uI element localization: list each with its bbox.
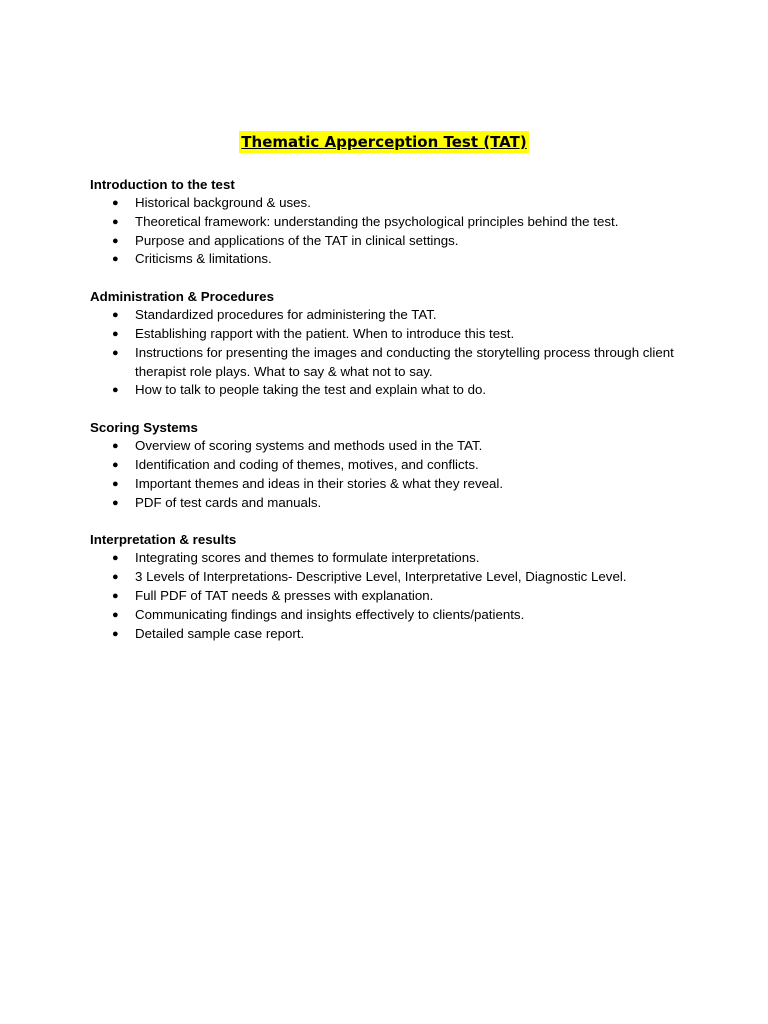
section: [90, 418, 690, 512]
list-item: [90, 381, 690, 400]
section: [90, 530, 690, 643]
bullet-icon: ●: [112, 440, 119, 453]
section-heading: Administration & Procedures: [90, 289, 274, 305]
section-heading: Introduction to the test: [90, 177, 235, 192]
list-item-text: Standardized procedures for administering the TAT.: [135, 307, 437, 323]
list-item: [90, 232, 690, 251]
list-item-text: Criticisms & limitations.: [135, 251, 272, 267]
list-item: [90, 475, 690, 494]
list-item-text: Historical background & uses.: [135, 195, 311, 210]
list-item-text: Identification and coding of themes, motives, and conflicts.: [135, 456, 479, 472]
section: [90, 287, 690, 400]
list-item: [90, 213, 690, 232]
list-item-text: Detailed sample case report.: [135, 625, 305, 641]
list-item-text: How to talk to people taking the test and explain what to do.: [135, 382, 487, 398]
bullet-icon: ●: [112, 477, 119, 490]
list-item: [90, 456, 690, 475]
bullet-icon: ●: [112, 346, 119, 359]
list-item: [90, 344, 690, 382]
bullet-list: [90, 437, 690, 512]
list-item: [90, 587, 690, 606]
bullet-icon: ●: [112, 627, 119, 640]
list-item: [90, 194, 690, 213]
bullet-list: [90, 194, 690, 269]
bullet-icon: ●: [112, 215, 119, 228]
list-item-text: PDF of test cards and manuals.: [135, 494, 322, 510]
bullet-icon: ●: [112, 384, 119, 397]
list-item: [90, 606, 690, 625]
document-title: Thematic Apperception Test (TAT): [241, 133, 527, 151]
section-heading: Interpretation & results: [90, 532, 237, 548]
list-item: [90, 549, 690, 568]
bullet-icon: ●: [112, 496, 119, 509]
list-item: [90, 306, 690, 325]
list-item-text: Instructions for presenting the images and conducting the storytelling process through client therapist role plays. What to say & what not to say.: [135, 344, 674, 379]
list-item-text: Integrating scores and themes to formulate interpretations.: [135, 550, 480, 566]
bullet-icon: ●: [112, 253, 119, 266]
list-item-text: 3 Levels of Interpretations- Descriptive Level, Interpretative Level, Diagnostic Level.: [135, 569, 627, 585]
bullet-icon: ●: [112, 571, 119, 584]
bullet-list: [90, 549, 690, 643]
bullet-icon: ●: [112, 197, 119, 209]
list-item-text: Purpose and applications of the TAT in clinical settings.: [135, 232, 459, 248]
section: [90, 175, 690, 269]
list-item-text: Overview of scoring systems and methods used in the TAT.: [135, 438, 483, 454]
list-item-text: Establishing rapport with the patient. When to introduce this test.: [135, 325, 515, 341]
bullet-icon: ●: [112, 552, 119, 565]
bullet-icon: ●: [112, 327, 119, 340]
list-item-text: Important themes and ideas in their stories & what they reveal.: [135, 475, 504, 491]
bullet-list: [90, 306, 690, 400]
list-item-text: Theoretical framework: understanding the psychological principles behind the test.: [135, 213, 619, 229]
bullet-icon: ●: [112, 589, 119, 602]
document-body: [90, 175, 690, 661]
section-heading: Scoring Systems: [90, 420, 198, 436]
bullet-icon: ●: [112, 608, 119, 621]
bullet-icon: ●: [112, 458, 119, 471]
title-container: [0, 131, 768, 153]
bullet-icon: ●: [112, 309, 119, 322]
list-item-text: Communicating findings and insights effectively to clients/patients.: [135, 606, 525, 622]
list-item: [90, 250, 690, 269]
list-item-text: Full PDF of TAT needs & presses with explanation.: [135, 587, 434, 603]
list-item: [90, 325, 690, 344]
list-item: [90, 494, 690, 513]
list-item: [90, 437, 690, 456]
bullet-icon: ●: [112, 234, 119, 247]
list-item: [90, 625, 690, 644]
list-item: [90, 568, 690, 587]
